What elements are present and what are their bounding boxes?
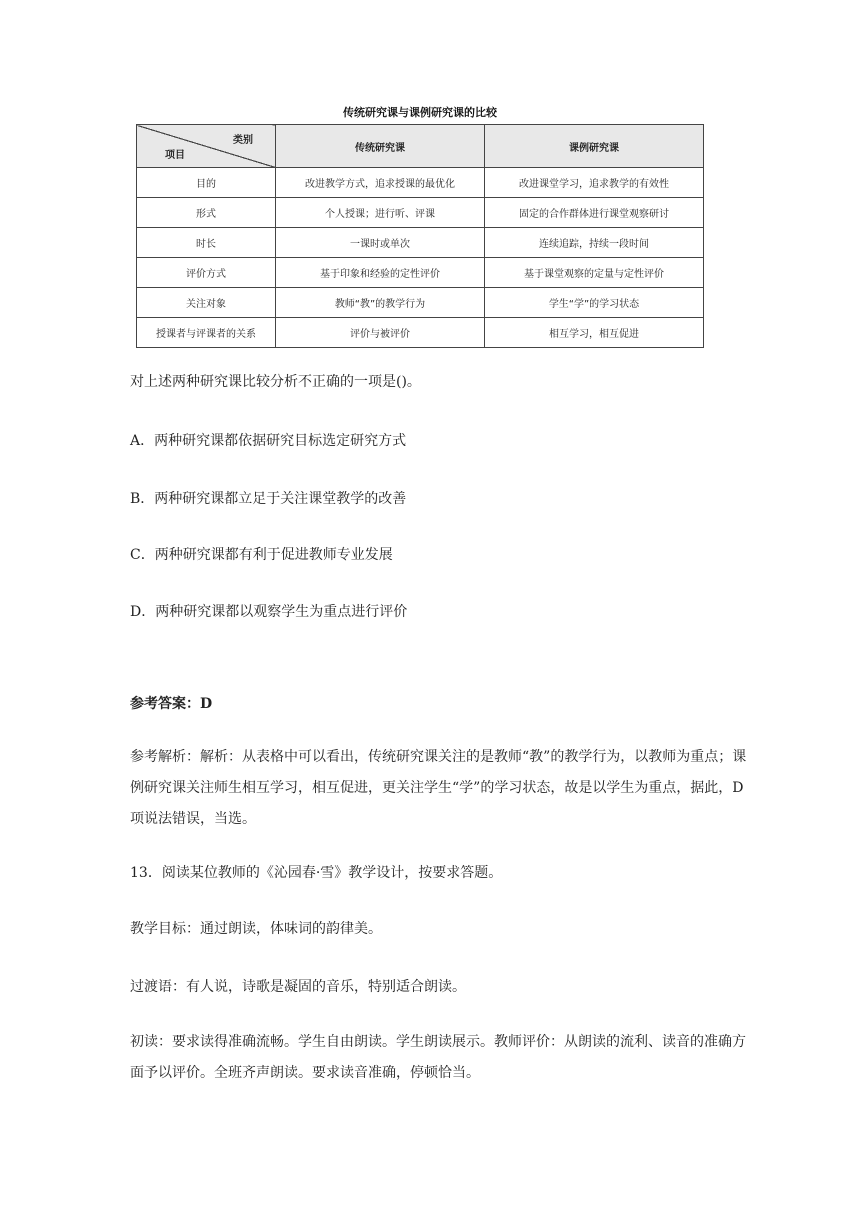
option-c: C．两种研究课都有利于促进教师专业发展 xyxy=(130,547,393,563)
row-item: 评价方式 xyxy=(137,258,276,288)
answer-analysis: 参考解析：解析：从表格中可以看出，传统研究课关注的是教师“教”的教学行为，以教师为重点；课例研究课关注师生相互学习，相互促进，更关注学生“学”的学习状态，故是以学生为重点，据此，D项说法错误，当选。 xyxy=(130,749,747,827)
row-case: 学生“学”的学习状态 xyxy=(485,288,704,318)
table-row xyxy=(137,198,704,228)
row-item: 关注对象 xyxy=(137,288,276,318)
row-traditional: 基于印象和经验的定性评价 xyxy=(276,258,485,288)
table-row xyxy=(137,168,704,198)
row-item: 时长 xyxy=(137,228,276,258)
header-traditional: 传统研究课 xyxy=(276,125,485,168)
row-traditional: 个人授课；进行听、评课 xyxy=(276,198,485,228)
answer-label: 参考答案：D xyxy=(130,696,213,712)
row-item: 形式 xyxy=(137,198,276,228)
row-traditional: 评价与被评价 xyxy=(276,318,485,348)
option-a: A．两种研究课都依据研究目标选定研究方式 xyxy=(130,433,407,449)
row-traditional: 改进教学方式，追求授课的最优化 xyxy=(276,168,485,198)
question-13: 13．阅读某位教师的《沁园春·雪》教学设计，按要求答题。 xyxy=(130,865,503,881)
row-item: 授课者与评课者的关系 xyxy=(137,318,276,348)
corner-category-label: 类别 xyxy=(233,135,253,146)
table-corner-header xyxy=(137,125,276,168)
row-case: 改进课堂学习，追求教学的有效性 xyxy=(485,168,704,198)
first-read-text: 初读：要求读得准确流畅。学生自由朗读。学生朗读展示。教师评价：从朗读的流利、读音的准确方面予以评价。全班齐声朗读。要求读音准确，停顿恰当。 xyxy=(130,1034,746,1081)
row-traditional: 教师“教”的教学行为 xyxy=(276,288,485,318)
comparison-table xyxy=(136,124,704,348)
corner-item-label: 项目 xyxy=(165,150,185,161)
teaching-goal: 教学目标：通过朗读，体味词的韵律美。 xyxy=(130,921,382,937)
option-d: D．两种研究课都以观察学生为重点进行评价 xyxy=(130,604,408,620)
table-row xyxy=(137,228,704,258)
row-case: 连续追踪，持续一段时间 xyxy=(485,228,704,258)
transition-text: 过渡语：有人说，诗歌是凝固的音乐，特别适合朗读。 xyxy=(130,979,466,995)
table-header-row xyxy=(137,125,704,168)
row-case: 固定的合作群体进行课堂观察研讨 xyxy=(485,198,704,228)
header-case: 课例研究课 xyxy=(485,125,704,168)
table-row xyxy=(137,288,704,318)
question-stem: 对上述两种研究课比较分析不正确的一项是()。 xyxy=(130,374,421,390)
row-item: 目的 xyxy=(137,168,276,198)
row-traditional: 一课时或单次 xyxy=(276,228,485,258)
row-case: 基于课堂观察的定量与定性评价 xyxy=(485,258,704,288)
option-b: B．两种研究课都立足于关注课堂教学的改善 xyxy=(130,491,407,507)
row-case: 相互学习，相互促进 xyxy=(485,318,704,348)
table-title: 传统研究课与课例研究课的比较 xyxy=(343,106,497,119)
table-row xyxy=(137,258,704,288)
table-row xyxy=(137,318,704,348)
